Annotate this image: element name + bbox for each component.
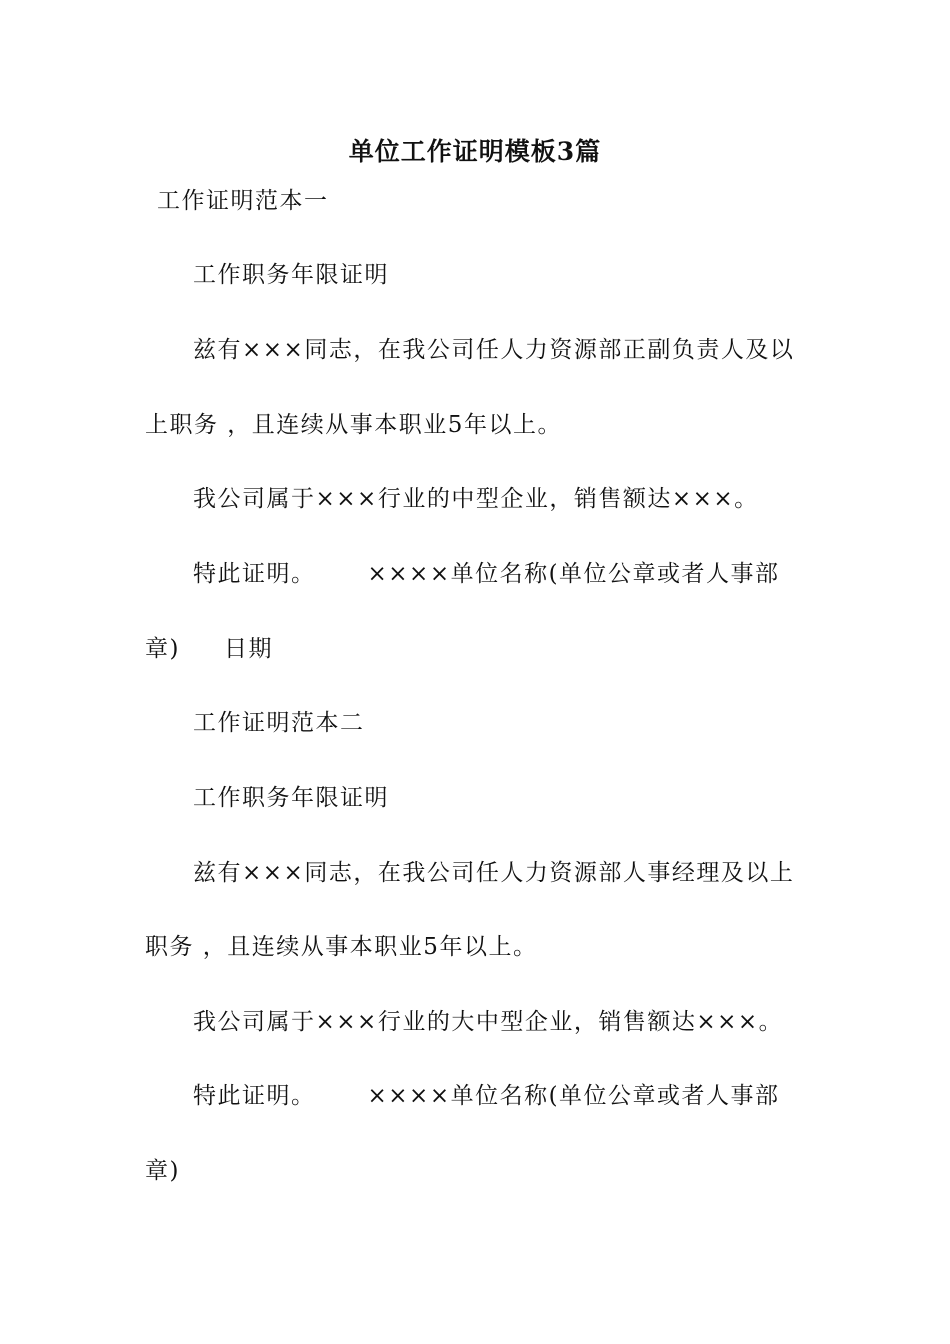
section1-paragraph1-line2: 上职务 ，且连续从事本职业5年以上。 xyxy=(145,412,562,438)
section1-signature-line2: 章) xyxy=(145,636,180,662)
section1-paragraph2: 我公司属于×××行业的中型企业，销售额达×××。 xyxy=(193,486,759,512)
section2-closing-row xyxy=(193,1079,780,1113)
section1-closing: 特此证明。 xyxy=(193,561,316,587)
section1-signature-line1: ××××单位名称(单位公章或者人事部 xyxy=(367,561,780,587)
section1-paragraph1-line1: 兹有×××同志，在我公司任人力资源部正副负责人及以 xyxy=(193,337,795,363)
section2-closing: 特此证明。 xyxy=(193,1083,316,1109)
section2-signature-line2: 章) xyxy=(145,1158,180,1184)
section2-signature-line1: ××××单位名称(单位公章或者人事部 xyxy=(367,1083,780,1109)
section2-subtitle: 工作职务年限证明 xyxy=(193,785,389,811)
section1-subtitle: 工作职务年限证明 xyxy=(193,262,389,288)
section2-heading: 工作证明范本二 xyxy=(193,710,365,736)
section1-date-label: 日期 xyxy=(223,636,273,662)
section1-heading: 工作证明范本一 xyxy=(157,188,329,214)
section1-signature-row xyxy=(145,632,273,666)
section2-paragraph1-line1: 兹有×××同志，在我公司任人力资源部人事经理及以上 xyxy=(193,860,795,886)
section2-paragraph1-line2: 职务 ，且连续从事本职业5年以上。 xyxy=(145,934,538,960)
document-title: 单位工作证明模板3篇 xyxy=(348,137,602,166)
section1-closing-row xyxy=(193,557,780,591)
section2-paragraph2: 我公司属于×××行业的大中型企业，销售额达×××。 xyxy=(193,1009,784,1035)
